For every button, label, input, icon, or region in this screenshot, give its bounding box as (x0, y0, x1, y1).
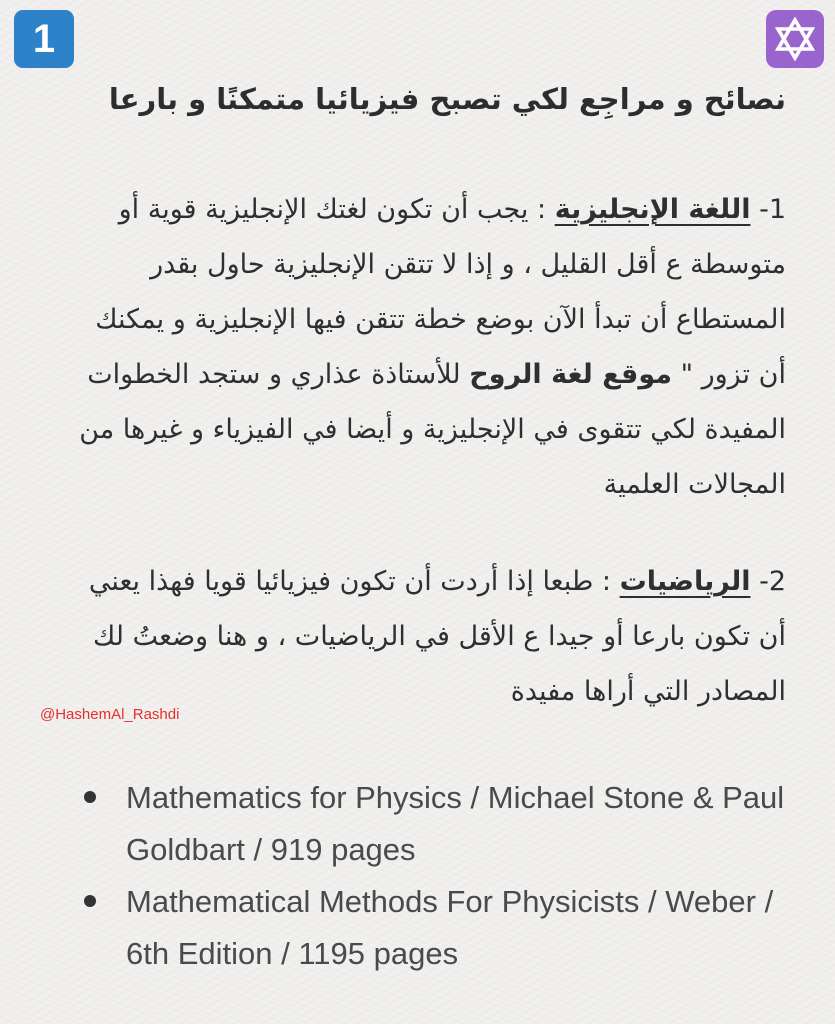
site-name: موقع لغة الروح (469, 359, 672, 390)
section-number: 1- (759, 194, 786, 225)
reference-text: Mathematics for Physics / Michael Stone & Paul Goldbart / 919 pages (126, 780, 785, 867)
list-item (80, 772, 800, 876)
list-item (80, 876, 800, 980)
page-number-badge (14, 10, 74, 68)
article-content (62, 76, 786, 707)
section-text-continued: للأستاذة عذاري و ستجد الخطوات المفيدة لكي تتقوى في الإنجليزية و أيضا في الفيزياء و غيرها من المجالات العلمية (79, 359, 786, 500)
section-math (62, 554, 786, 719)
reference-list (80, 772, 800, 980)
bullet-icon (84, 895, 96, 907)
star-of-david-icon (766, 10, 824, 68)
author-watermark: @HashemAl_Rashdi (40, 706, 180, 723)
section-text: : يجب أن تكون لغتك الإنجليزية قوية أو متوسطة ع أقل القليل ، و إذا لا تتقن الإنجليزية حاول بقدر المستطاع أن تبدأ الآن بوضع خطة تتقن فيها الإنجليزية و يمكنك أن تزور " (95, 194, 786, 390)
page-title: نصائح و مراجِع لكي تصبح فيزيائيا متمكنًا و بارعا (108, 82, 786, 116)
star-of-david-svg (773, 17, 817, 61)
page-number: 1 (32, 16, 56, 61)
section-heading-english: اللغة الإنجليزية (554, 194, 751, 225)
bullet-icon (84, 791, 96, 803)
reference-text: Mathematical Methods For Physicists / Weber / 6th Edition / 1195 pages (126, 884, 774, 971)
section-heading-math: الرياضيات (619, 566, 751, 597)
section-number: 2- (759, 566, 786, 597)
section-text: : طبعا إذا أردت أن تكون فيزيائيا قويا فهذا يعني أن تكون بارعا أو جيدا ع الأقل في الرياضيات ، و هنا وضعتُ لك المصادر التي أراها مفيدة (88, 566, 786, 707)
section-english (62, 182, 786, 512)
